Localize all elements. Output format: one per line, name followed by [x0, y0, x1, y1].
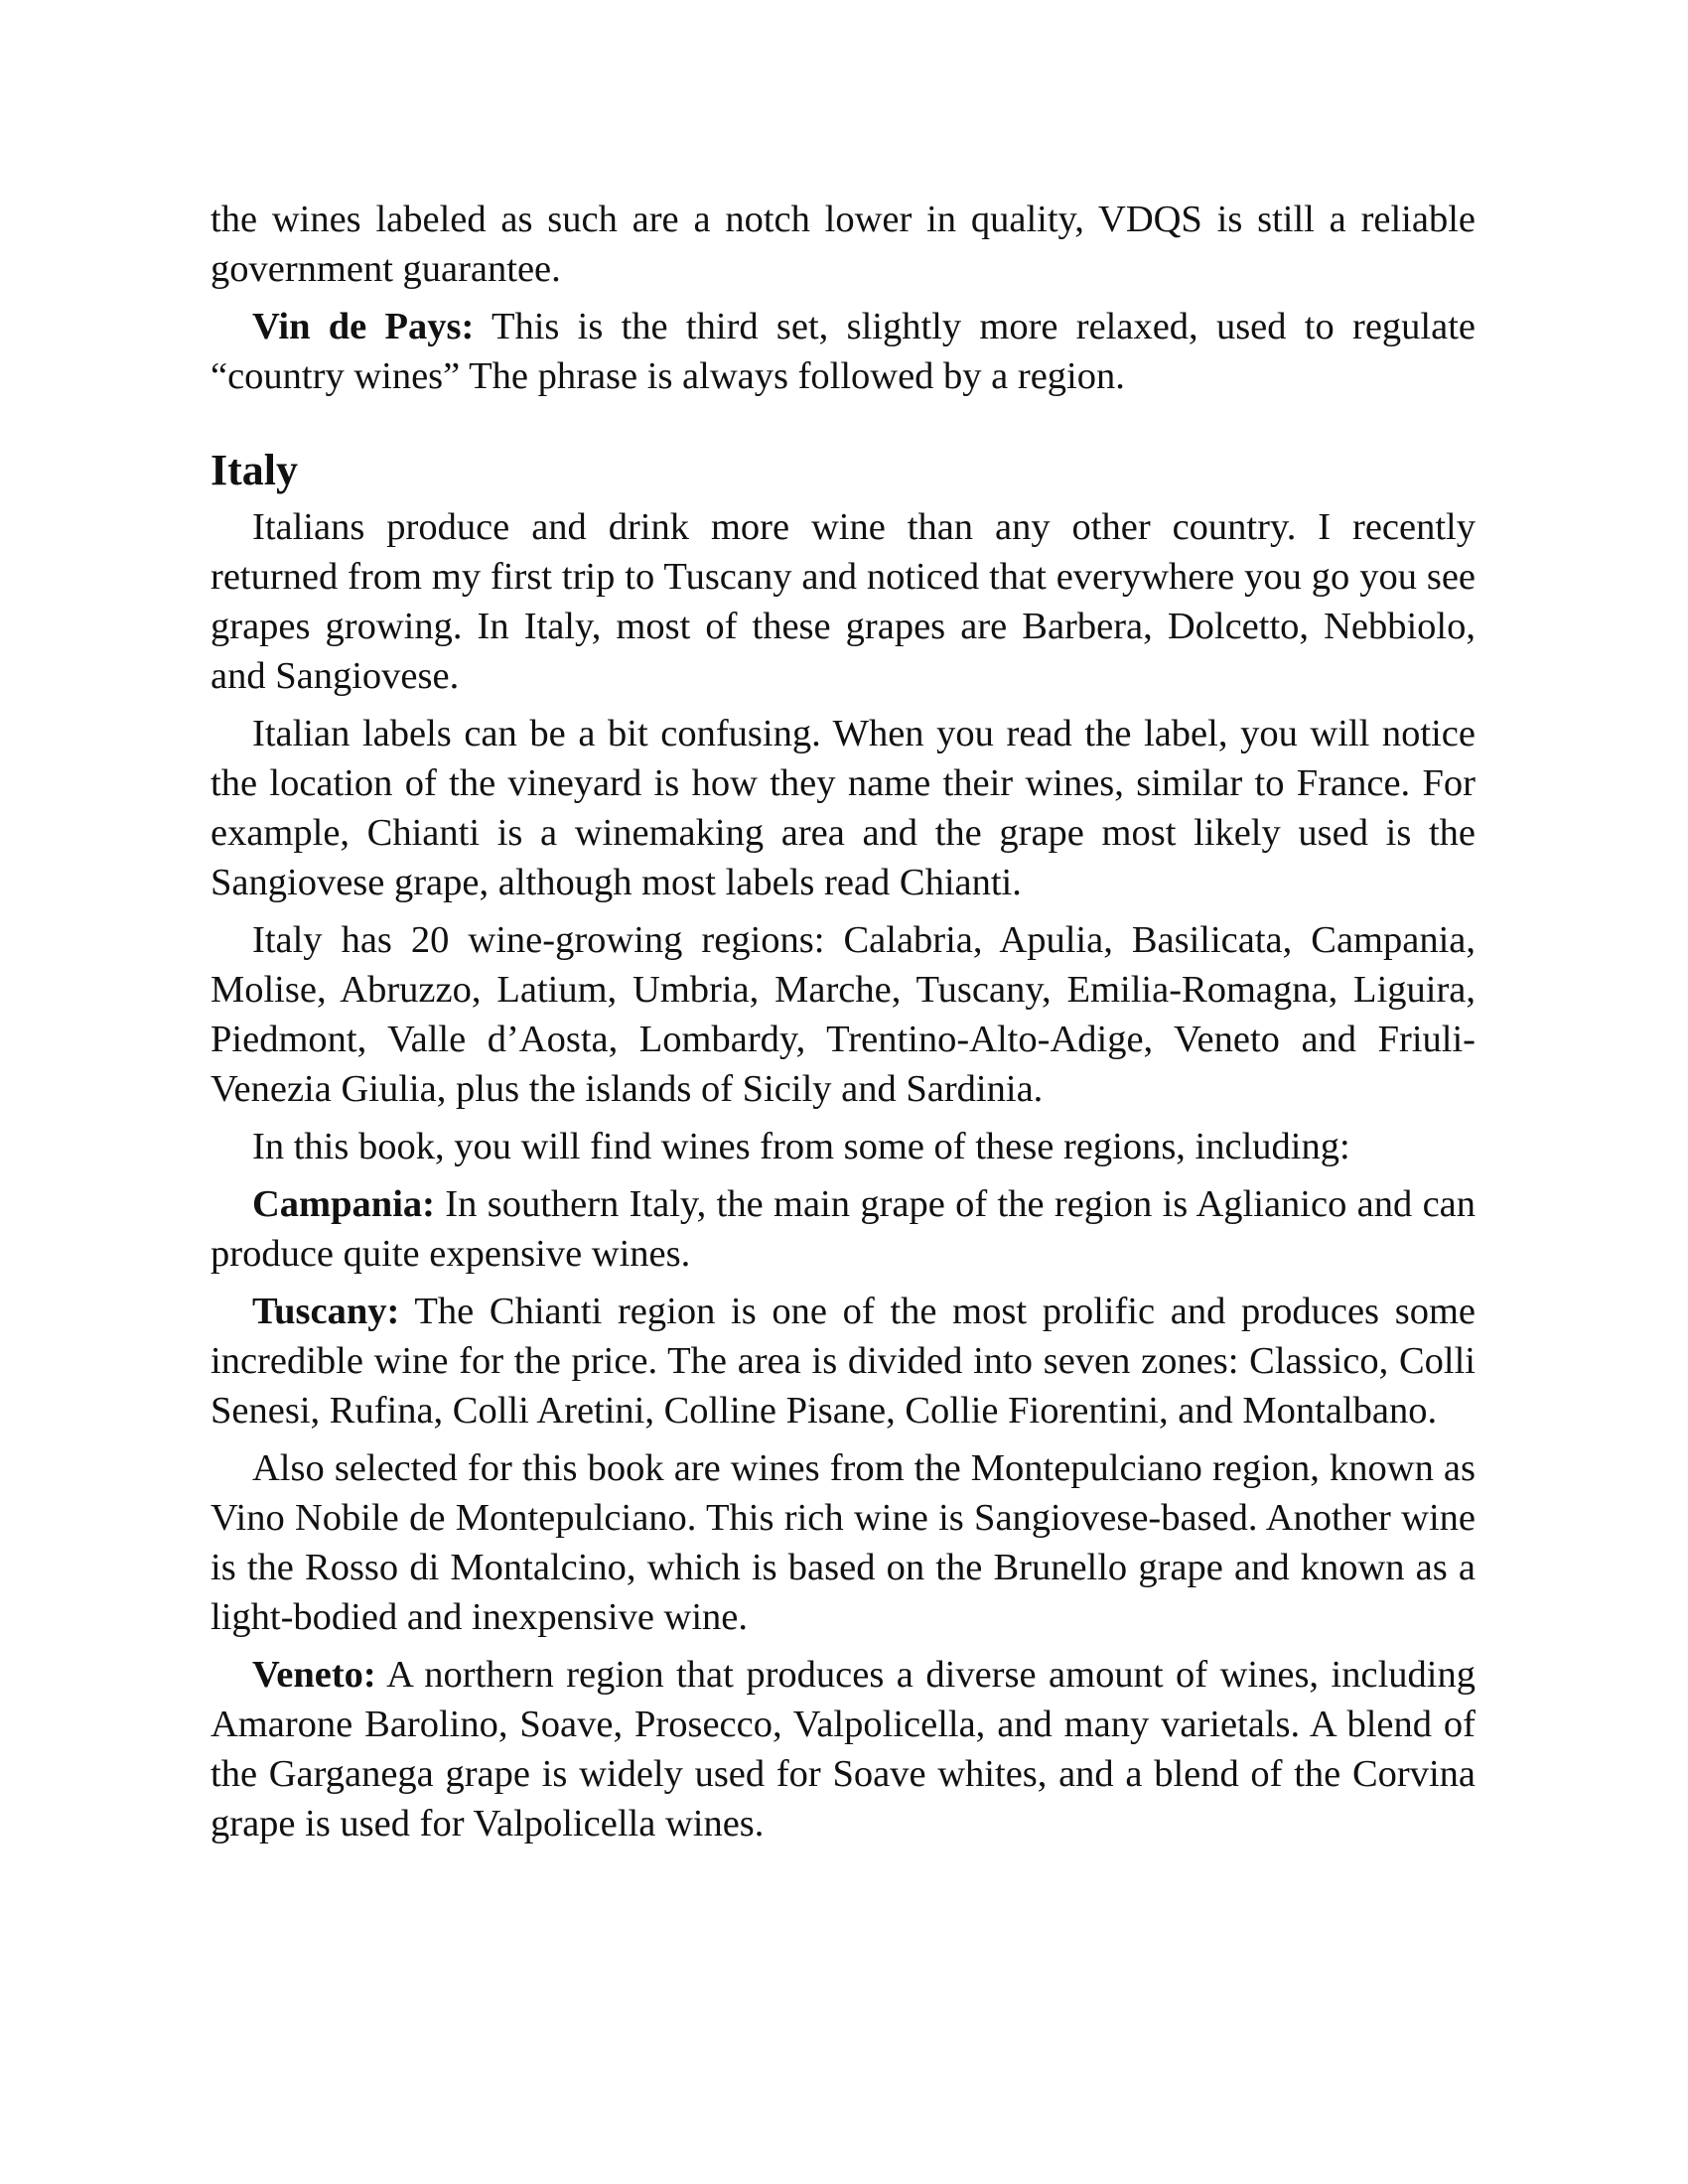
paragraph-text: The Chianti region is one of the most prolific and produces some incredible wine for the price. The area is divided into seven zones: Classico, Colli Senesi, Rufina, Colli Aretini, Colline Pisane, Collie Fiorentini, and Montalbano.	[211, 1291, 1476, 1432]
term-vin-de-pays: Vin de Pays:	[252, 306, 475, 347]
paragraph-vin-de-pays	[211, 302, 1476, 401]
paragraph-italy-regions: Italy has 20 wine-growing regions: Calabria, Apulia, Basilicata, Campania, Molise, Abruzzo, Latium, Umbria, Marche, Tuscany, Emilia-Romagna, Liguira, Piedmont, Valle d’Aosta, Lombardy, Trentino-Alto-Adige, Veneto and Friuli-Venezia Giulia, plus the islands of Sicily and Sardinia.	[211, 919, 1476, 1110]
paragraph-veneto	[211, 1650, 1476, 1848]
paragraph-italian-labels: Italian labels can be a bit confusing. When you read the label, you will notice the location of the vineyard is how they name their wines, similar to France. For example, Chianti is a winemaking area and the grape most likely used is the Sangiovese grape, although most labels read Chianti.	[211, 713, 1476, 903]
paragraph-text: In southern Italy, the main grape of the region is Aglianico and can produce quite expensive wines.	[211, 1183, 1476, 1275]
term-campania: Campania:	[252, 1183, 435, 1225]
term-veneto: Veneto:	[252, 1654, 376, 1696]
paragraph-vdqs-continued: the wines labeled as such are a notch lower in quality, VDQS is still a reliable government guarantee.	[211, 199, 1476, 290]
paragraph-campania	[211, 1179, 1476, 1279]
paragraph-regions-intro: In this book, you will find wines from some of these regions, including:	[252, 1126, 1350, 1167]
paragraph-text: This is the third set, slightly more relaxed, used to regulate “country wines” The phrase is always followed by a region.	[211, 306, 1476, 397]
paragraph-text: A northern region that produces a diverse amount of wines, including Amarone Barolino, Soave, Prosecco, Valpolicella, and many varietals. A blend of the Garganega grape is widely used for Soave whites, and a blend of the Corvina grape is used for Valpolicella wines.	[211, 1654, 1476, 1844]
page-content	[211, 195, 1476, 1856]
paragraph-italy-intro: Italians produce and drink more wine than any other country. I recently returned from my first trip to Tuscany and noticed that everywhere you go you see grapes growing. In Italy, most of these grapes are Barbera, Dolcetto, Nebbiolo, and Sangiovese.	[211, 506, 1476, 697]
section-heading-italy: Italy	[211, 446, 298, 494]
paragraph-montepulciano: Also selected for this book are wines from the Montepulciano region, known as Vino Nobile de Montepulciano. This rich wine is Sangiovese-based. Another wine is the Rosso di Montalcino, which is based on the Brunello grape and known as a light-bodied and inexpensive wine.	[211, 1447, 1476, 1638]
term-tuscany: Tuscany:	[252, 1291, 400, 1332]
paragraph-tuscany	[211, 1287, 1476, 1435]
